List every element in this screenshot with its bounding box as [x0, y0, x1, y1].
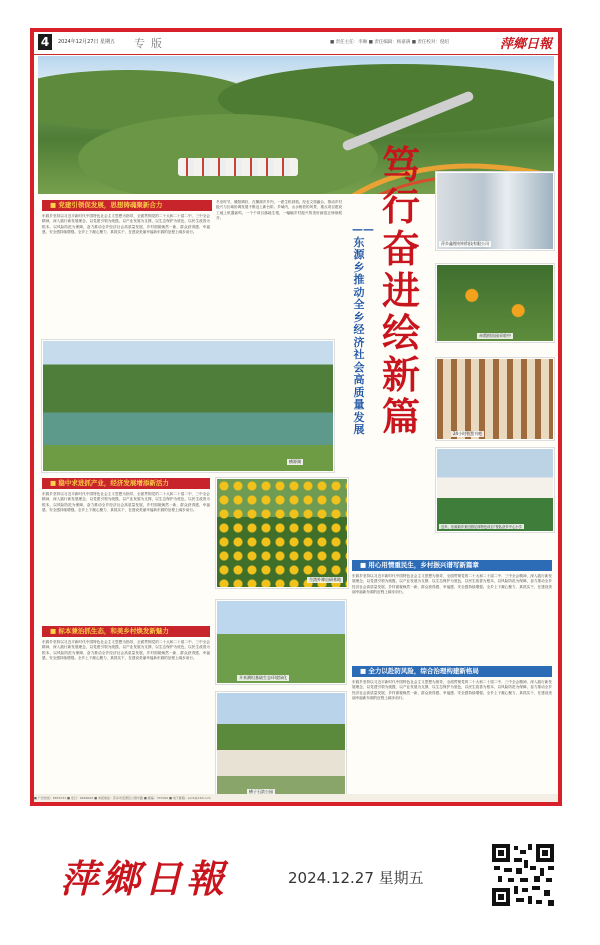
footer-date: 2024.12.27 星期五 [288, 869, 424, 887]
masthead-logo: 萍鄉日報 [499, 37, 552, 52]
intro-text: 冬至时节，暖阳晴好，在横源乡乡内，一派生机勃勃。经农文旅融合，推动乡村振兴与区域协调发展不断迈上新台阶。乡域内，山水相依的风景、重点项目建设工地上机器轰鸣，一个个项目落地生根，一幅幅乡村振兴的美好画卷正徐徐展开。 [216, 200, 342, 221]
headline-char: 绘 [381, 310, 420, 355]
lake-caption: 横源湖 [289, 459, 301, 464]
gate-caption: 开来测坦基础生态环境绿化 [239, 675, 287, 680]
school-photo [436, 448, 554, 532]
school-caption: 近年，东源新乡来田园足球特色项目“校队获乡中心小学 [441, 525, 522, 529]
section-livelihood-text: 东源乡坚持以习近平新时代中国特色社会主义思想为指导，全面贯彻党的二十大和二十届二中、三中全会精神，深入践行新发展理念，以党建引领为统揽，以产业发展为支撑，以生态保护为底色，以民生改善为根本，以风险防范为保障，奋力推动全乡经济社会高质量发展，乡村面貌焕然一新，群众获得感、幸福感、安全感持续增强。全乡上下凝心聚力、真抓实干，在建设美丽幸福新东源的征程上阔步前行。 [352, 574, 552, 595]
library-photo [436, 358, 554, 440]
park-caption: 横子石滨公园 [249, 789, 273, 794]
newspaper-page [30, 28, 562, 806]
section-industry-text: 东源乡坚持以习近平新时代中国特色社会主义思想为指导，全面贯彻党的二十大和二十届二中、三中全会精神，深入践行新发展理念，以党建引领为统揽，以产业发展为支撑，以生态保护为底色，以民生改善为根本，以风险防范为保障，奋力推动全乡经济社会高质量发展，乡村面貌焕然一新，群众获得感、幸福感、安全感持续增强。全乡上下凝心聚力、真抓实干，在建设美丽幸福新东源的征程上阔步前行。 [42, 492, 210, 513]
section-heading-risk: ■ 全力以赴防风险，综合治理构建新格局 [352, 666, 552, 677]
footer-logo: 萍鄉日報 [60, 856, 229, 901]
gate-photo [216, 600, 346, 684]
editor-credits: ■ 责任主任：李琳 ■ 责任编辑：杨嘉满 ■ 责任校对：倪绍 [330, 40, 449, 45]
orchard-caption: 赤霞柑苗园采收中 [479, 333, 511, 338]
headline-char: 新 [381, 352, 420, 397]
footer-info-strip: ■ 广告热线：6833131 ■ 发行：6899000 ■ 本报地址：萍乡市安源区公园中路 ■ 邮编：337000 ■ 电子邮箱：pxrb@163.com [34, 794, 558, 802]
sunflower-caption: 合湾外滩自研基地 [309, 577, 341, 582]
section-name: 专版 [134, 37, 168, 50]
page-header [34, 32, 558, 55]
orchard-photo [436, 264, 554, 342]
headline-char: 进 [381, 268, 420, 313]
headline-char: 行 [381, 184, 420, 229]
section-party-text: 东源乡坚持以习近平新时代中国特色社会主义思想为指导，全面贯彻党的二十大和二十届二中、三中全会精神，深入践行新发展理念，以党建引领为统揽，以产业发展为支撑，以生态保护为底色，以民生改善为根本，以风险防范为保障，奋力推动全乡经济社会高质量发展，乡村面貌焕然一新，群众获得感、幸福感、安全感持续增强。全乡上下凝心聚力、真抓实干，在建设美丽幸福新东源的征程上阔步前行。 [42, 214, 210, 235]
library-caption: 24小时智慧书吧 [453, 431, 483, 436]
section-heading-industry: ■ 稳中求进抓产业，经济发展增添新活力 [42, 478, 210, 489]
section-heading-ecology: ■ 标本兼治抓生态，和美乡村焕发新魅力 [42, 626, 210, 637]
headline-char: 奋 [381, 226, 420, 271]
headline-subtitle: ——东源乡推动全乡经济社会高质量发展 [352, 223, 374, 436]
park-photo [216, 692, 346, 798]
qr-code-icon[interactable] [490, 842, 556, 908]
section-heading-party: ■ 党建引领促发展，思想铸魂聚新合力 [42, 200, 212, 211]
sunflower-photo [216, 478, 348, 588]
section-ecology-text: 东源乡坚持以习近平新时代中国特色社会主义思想为指导，全面贯彻党的二十大和二十届二中、三中全会精神，深入践行新发展理念，以党建引领为统揽，以产业发展为支撑，以生态保护为底色，以民生改善为根本，以风险防范为保障，奋力推动全乡经济社会高质量发展，乡村面貌焕然一新，群众获得感、幸福感、安全感持续增强。全乡上下凝心聚力、真抓实干，在建设美丽幸福新东源的征程上阔步前行。 [42, 640, 210, 661]
factory-photo [436, 172, 554, 250]
headline-char: 篇 [381, 394, 420, 439]
section-risk-text: 东源乡坚持以习近平新时代中国特色社会主义思想为指导，全面贯彻党的二十大和二十届二中、三中全会精神，深入践行新发展理念，以党建引领为统揽，以产业发展为支撑，以生态保护为底色，以民生改善为根本，以风险防范为保障，奋力推动全乡经济社会高质量发展，乡村面貌焕然一新，群众获得感、幸福感、安全感持续增强。全乡上下凝心聚力、真抓实干，在建设美丽幸福新东源的征程上阔步前行。 [352, 680, 552, 701]
page-number: 4 [38, 34, 52, 50]
header-date: 2024年12月27日 星期五 [58, 39, 116, 45]
lake-photo [42, 340, 334, 472]
headline [368, 144, 434, 438]
section-heading-livelihood: ■ 用心用情重民生，乡村振兴谱写新篇章 [352, 560, 552, 571]
headline-char: 笃 [381, 142, 420, 187]
factory-caption: 萍乡鑫锂材料科技有限公司 [441, 241, 489, 246]
